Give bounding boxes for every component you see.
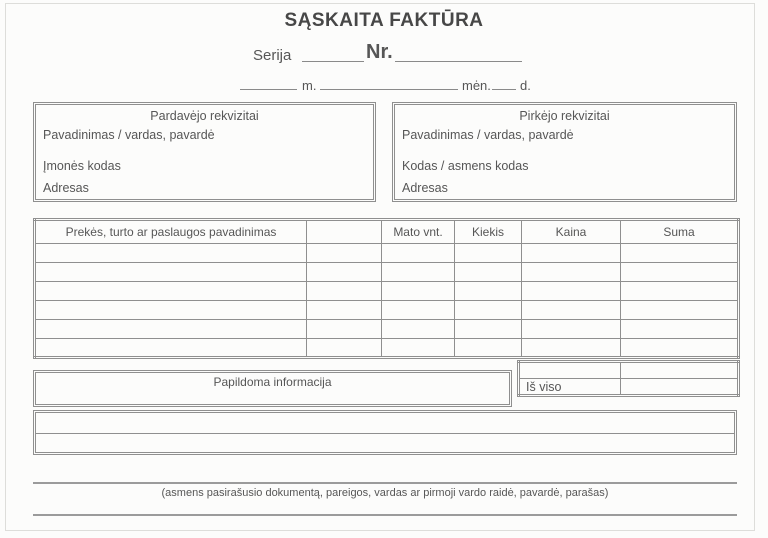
- year-blank-line: [240, 78, 297, 90]
- form-title: SĄSKAITA FAKTŪRA: [284, 10, 484, 31]
- buyer-address-label: Adresas: [402, 181, 448, 195]
- items-table-empty-row: [35, 320, 739, 339]
- items-table-empty-row: [35, 244, 739, 263]
- buyer-details-box: [392, 102, 737, 202]
- items-table: [33, 218, 740, 359]
- col-header-unit: Mato vnt.: [382, 220, 455, 244]
- day-blank-line: [492, 78, 516, 90]
- year-label: m.: [302, 78, 317, 93]
- col-header-price: Kaina: [522, 220, 621, 244]
- signature-line-2: [33, 514, 737, 516]
- buyer-code-label: Kodas / asmens kodas: [402, 159, 529, 173]
- total-value-cell: [621, 379, 739, 396]
- col-header-quantity: Kiekis: [455, 220, 522, 244]
- month-label: mėn.: [462, 78, 491, 93]
- seller-code-label: Įmonės kodas: [43, 159, 121, 173]
- col-header-blank: [307, 220, 382, 244]
- notes-box-divider: [36, 433, 734, 434]
- items-table-empty-row: [35, 301, 739, 320]
- totals-table: [517, 360, 740, 397]
- totals-empty-row: [519, 362, 739, 379]
- col-header-sum: Suma: [621, 220, 739, 244]
- serija-label: Serija: [253, 47, 292, 64]
- nr-blank-line: [395, 46, 522, 62]
- seller-details-box: [33, 102, 376, 202]
- items-table-empty-row: [35, 339, 739, 358]
- signature-caption: (asmens pasirašusio dokumentą, pareigos, vardas ar pirmoji vardo raidė, pavardė, parašas): [161, 487, 609, 499]
- additional-info-header: Papildoma informacija: [213, 375, 332, 389]
- totals-row: [519, 379, 739, 396]
- items-table-empty-row: [35, 282, 739, 301]
- notes-box: [33, 410, 737, 455]
- total-label: Iš viso: [519, 379, 621, 396]
- items-table-empty-row: [35, 263, 739, 282]
- nr-label: Nr.: [366, 41, 393, 63]
- month-blank-line: [320, 78, 458, 90]
- seller-box-header: Pardavėjo rekvizitai: [150, 109, 259, 123]
- buyer-box-header: Pirkėjo rekvizitai: [519, 109, 610, 123]
- seller-address-label: Adresas: [43, 181, 89, 195]
- serija-blank-line: [302, 47, 364, 62]
- items-table-header-row: [35, 220, 739, 244]
- col-header-item-name: Prekės, turto ar paslaugos pavadinimas: [35, 220, 307, 244]
- day-label: d.: [520, 78, 531, 93]
- signature-line: [33, 482, 737, 484]
- seller-name-label: Pavadinimas / vardas, pavardė: [43, 128, 215, 142]
- additional-info-box: [33, 370, 512, 407]
- buyer-name-label: Pavadinimas / vardas, pavardė: [402, 128, 574, 142]
